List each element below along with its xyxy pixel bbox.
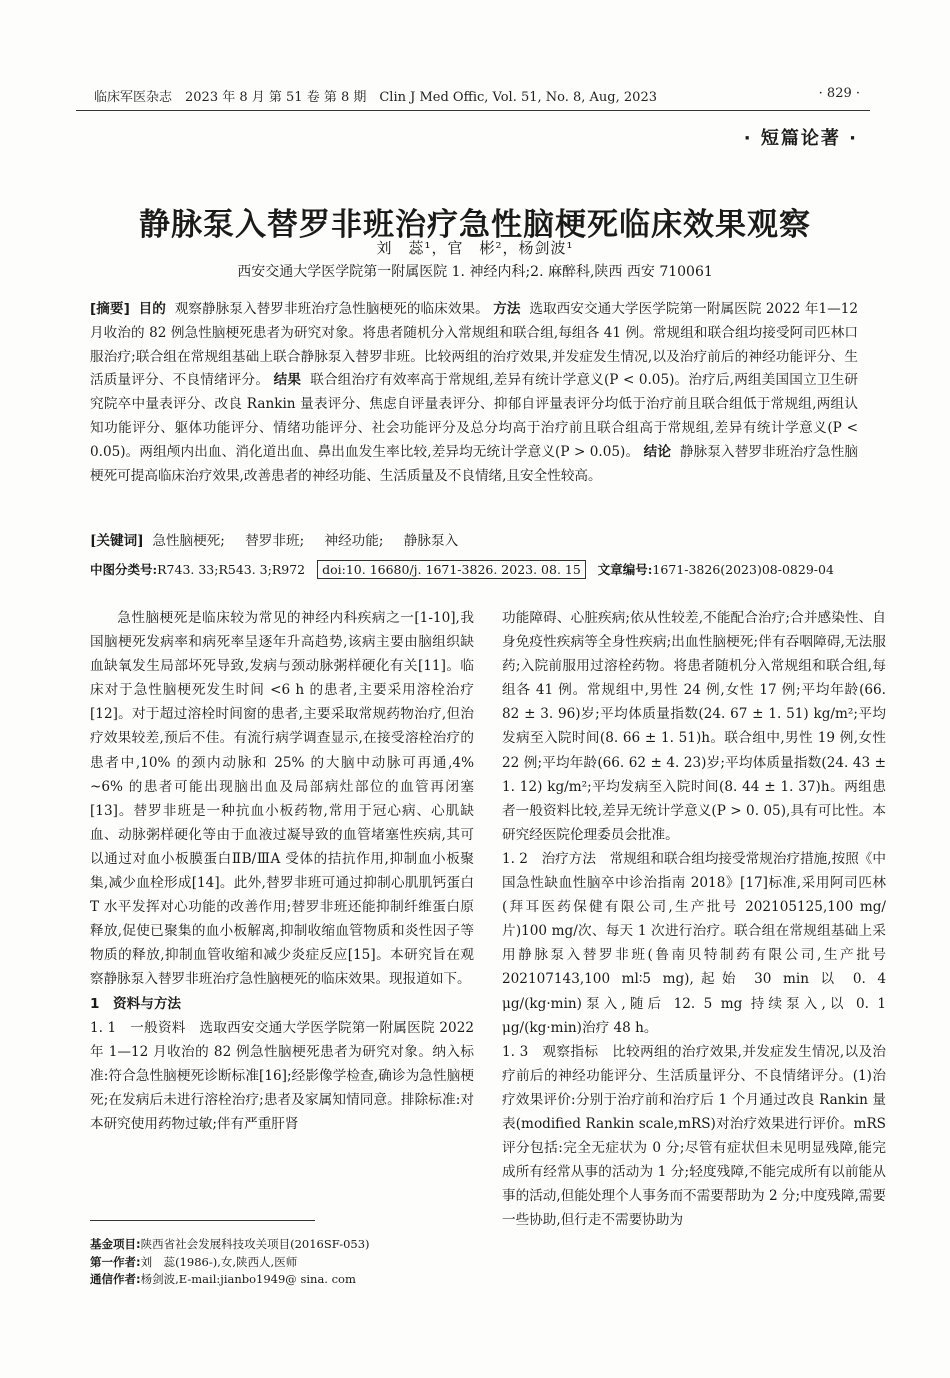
corresponding-text: 杨剑波,E-mail:jianbo1949@ sina. com bbox=[140, 1272, 356, 1286]
page-number: · 829 · bbox=[818, 86, 860, 101]
fund-label: 基金项目: bbox=[90, 1237, 141, 1251]
results-label: 结果 bbox=[273, 372, 302, 389]
abstract bbox=[90, 298, 858, 488]
section-label: · 短篇论著 · bbox=[743, 128, 858, 149]
methods-label: 方法 bbox=[493, 301, 521, 317]
cls-number: R743. 33;R543. 3;R972 bbox=[157, 562, 306, 577]
fund-line bbox=[90, 1236, 474, 1254]
heading-materials-methods: 1 资料与方法 bbox=[90, 995, 182, 1012]
authors: 刘 蕊¹，官 彬²，杨剑波¹ bbox=[376, 239, 574, 257]
results-text: 联合组治疗有效率高于常规组,差异有统计学意义(P < 0.05)。治疗后,两组美国国立卫生研究院卒中量表评分、改良 Rankin 量表评分、焦虑自评量表评分、抑郁自评量表评分均低于治疗前且联合组低于常规组,两组认知功能评分、躯体功能评分、情绪功能评分、社会功能评分及总分均高于治疗前且联合组高于常规组,差异有统计学意义(P < 0.05)。两组颅内出血、消化道出血、鼻出血发生率比较,差异均无统计学意义(P > 0.05)。 bbox=[90, 372, 859, 460]
article-title: 静脉泵入替罗非班治疗急性脑梗死临床效果观察 bbox=[139, 206, 811, 243]
corresponding-line bbox=[90, 1271, 474, 1289]
affiliation: 西安交通大学医学院第一附属医院 1. 神经内科;2. 麻醉科,陕西 西安 710061 bbox=[237, 264, 713, 280]
keyword-item: 替罗非班; bbox=[245, 533, 305, 549]
footnotes bbox=[90, 1236, 474, 1289]
fund-text: 陕西省社会发展科技攻关项目(2016SF-053) bbox=[140, 1237, 370, 1251]
classification-line bbox=[90, 560, 858, 578]
keyword-item: 静脉泵入 bbox=[403, 533, 459, 549]
abstract-label: [摘要] bbox=[90, 301, 130, 317]
left-column bbox=[90, 606, 474, 1136]
keyword-item: 急性脑梗死; bbox=[152, 533, 225, 549]
first-author-line bbox=[90, 1254, 474, 1272]
first-author-text: 刘 蕊(1986-),女,陕西人,医师 bbox=[140, 1254, 298, 1269]
article-number: 1671-3826(2023)08-0829-04 bbox=[652, 562, 834, 577]
journal-info: 临床军医杂志 2023 年 8 月 第 51 卷 第 8 期 Clin J Med Offic, Vol. 51, No. 8, Aug, 2023 bbox=[94, 90, 657, 105]
keyword-item: 神经功能; bbox=[324, 533, 384, 549]
section-1-2: 1. 2 治疗方法 常规组和联合组均接受常规治疗措施,按照《中国急性缺血性脑卒中诊治指南 2018》[17]标准,采用阿司匹林(拜耳医药保健有限公司,生产批号 202105125,100 mg/片)100 mg/次、每天 1 次进行治疗。联合组在常规组基础上采用静脉泵入替罗非班(鲁南贝特制药有限公司,生产批号 202107143,100 ml∶5 mg),起始 30 min 以 0. 4 μg/(kg·min)泵入,随后 12. 5 mg 持续泵入,以 0. 1 μg/(kg·min)治疗 48 h。 bbox=[502, 850, 886, 1036]
right-column bbox=[502, 606, 886, 1232]
section-1-1-continued: 功能障碍、心脏疾病;依从性较差,不能配合治疗;合并感染性、自身免疫性疾病等全身性疾病;出血性脑梗死;伴有吞咽障碍,无法服药;入院前服用过溶栓药物。将患者随机分入常规组和联合组,每组各 41 例。常规组中,男性 24 例,女性 17 例;平均年龄(66. 82 ± 3. 96)岁;平均体质量指数(24. 67 ± 1. 51) kg/m²;平均发病至入院时间(8. 66 ± 1. 51)h。联合组中,男性 19 例,女性 22 例;平均年龄(66. 62 ± 4. 23)岁;平均体质量指数(24. 43 ± 1. 12) kg/m²;平均发病至入院时间(8. 44 ± 1. 37)h。两组患者一般资料比较,差异无统计学意义(P > 0. 05),具有可比性。本研究经医院伦理委员会批准。 bbox=[502, 610, 886, 843]
article-number-label: 文章编号: bbox=[597, 562, 653, 577]
footnote-rule bbox=[90, 1220, 315, 1221]
cls-label: 中图分类号: bbox=[90, 562, 158, 577]
section-1-1: 1. 1 一般资料 选取西安交通大学医学院第一附属医院 2022 年 1—12 月收治的 82 例急性脑梗死患者为研究对象。纳入标准:符合急性脑梗死诊断标准[16];经影像学检查,确诊为急性脑梗死;在发病后未进行溶栓治疗;患者及家属知情同意。排除标准:对本研究使用药物过敏;伴有严重肝肾 bbox=[90, 1019, 474, 1132]
conclusion-text: 静脉泵入替罗非班治疗急性脑梗死可提高临床治疗效果,改善患者的神经功能、生活质量及不良情绪,且安全性较高。 bbox=[90, 443, 858, 484]
objective-text: 观察静脉泵入替罗非班治疗急性脑梗死的临床效果。 bbox=[174, 301, 489, 317]
doi: doi:10. 16680/j. 1671-3826. 2023. 08. 15 bbox=[317, 560, 586, 579]
first-author-label: 第一作者: bbox=[90, 1254, 141, 1269]
corresponding-label: 通信作者: bbox=[90, 1272, 141, 1286]
intro-paragraph: 急性脑梗死是临床较为常见的神经内科疾病之一[1-10],我国脑梗死发病率和病死率呈逐年升高趋势,该病主要由脑组织缺血缺氧发生局部坏死导致,发病与颈动脉粥样硬化有关[11]。临床对于急性脑梗死发生时间 <6 h 的患者,主要采用溶栓治疗[12]。对于超过溶栓时间窗的患者,主要采取常规药物治疗,但治疗效果较差,预后不佳。有流行病学调查显示,在接受溶栓治疗的患者中,10% 的颈内动脉和 25% 的大脑中动脉可再通,4% ~6% 的患者可能出现脑出血及局部病灶部位的血管再闭塞[13]。替罗非班是一种抗血小板药物,常用于冠心病、心肌缺血、动脉粥样硬化等由于血液过凝导致的血管堵塞性疾病,其可以通过对血小板膜蛋白ⅡB/ⅢA 受体的拮抗作用,抑制血小板聚集,减少血栓形成[14]。此外,替罗非班可通过抑制心肌肌钙蛋白 T 水平发挥对心功能的改善作用;替罗非班还能抑制纤维蛋白原释放,促使已聚集的血小板解离,抑制收缩血管物质和炎性因子等物质的释放,抑制血管收缩和减少炎症反应[15]。本研究旨在观察静脉泵入替罗非班治疗急性脑梗死的临床效果。现报道如下。 bbox=[90, 610, 474, 988]
methods-text: 选取西安交通大学医学院第一附属医院 2022 年1—12 月收治的 82 例急性脑梗死患者为研究对象。将患者随机分入常规组和联合组,每组各 41 例。常规组和联合组均接受阿司匹林口服治疗;联合组在常规组基础上联合静脉泵入替罗非班。比较两组的治疗效果,并发症发生情况,以及治疗前后的神经功能评分、生活质量评分、不良情绪评分。 bbox=[90, 301, 859, 389]
keywords-label: [关键词] bbox=[90, 533, 144, 549]
keywords bbox=[90, 529, 858, 549]
objective-label: 目的 bbox=[138, 301, 166, 317]
section-1-3: 1. 3 观察指标 比较两组的治疗效果,并发症发生情况,以及治疗前后的神经功能评分、生活质量评分、不良情绪评分。(1)治疗效果评价:分别于治疗前和治疗后 1 个月通过改良 Rankin 量表(modified Rankin scale,mRS)对治疗效果进行评价。mRS 评分包括:完全无症状为 0 分;尽管有症状但未见明显残障,能完成所有经常从事的活动为 1 分;轻度残障,不能完成所有以前能从事的活动,但能处理个人事务而不需要帮助为 2 分;中度残障,需要一些协助,但行走不需要协助为 bbox=[502, 1043, 886, 1229]
header-rule bbox=[76, 110, 870, 111]
conclusion-label: 结论 bbox=[643, 443, 672, 460]
